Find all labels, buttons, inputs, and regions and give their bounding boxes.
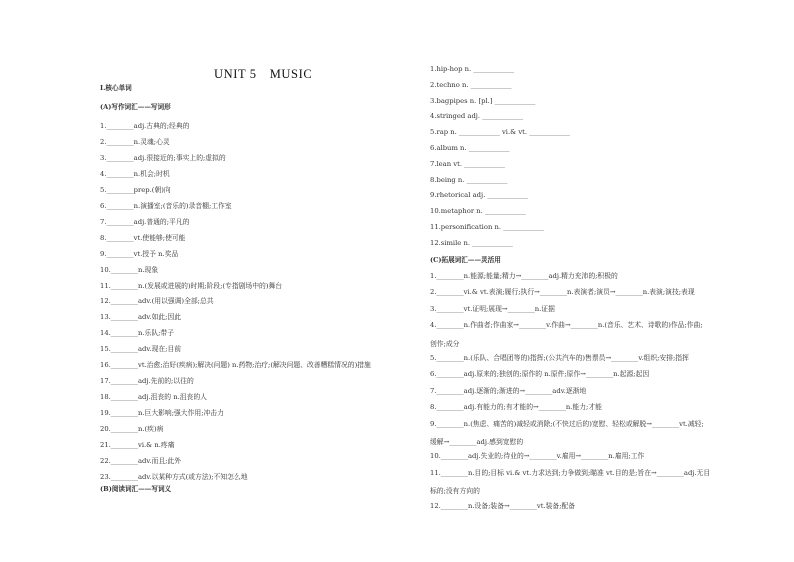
vocab-item-b: 8.being n. ____________ [430, 175, 508, 184]
page-title: UNIT 5 MUSIC [214, 67, 313, 81]
vocab-item-c: 3.________vt.证明;展现→________n.证据 [430, 304, 555, 313]
vocab-item-a: 17.________adj.先前的;以往的 [100, 377, 194, 386]
vocab-item-b: 5.rap n. ____________ vi.& vt. ____________ [430, 128, 570, 137]
vocab-item-c: 5.________n.(乐队、合唱团等的)指挥;(公共汽车的)售票员→________v.组织;安排;指挥 [430, 354, 689, 362]
vocab-item-c: 6.________adj.原来的;独创的;原作的 n.原件;原作→________n.起源;起因 [430, 370, 650, 379]
vocab-item-a: 9.________vt.授予 n.奖品 [100, 249, 179, 258]
vocab-item-a: 7.________adj.普通的;平凡的 [100, 217, 190, 226]
vocab-item-a: 22.________adv.而且;此外 [100, 456, 182, 465]
vocab-item-a: 2.________n.灵魂;心灵 [100, 137, 170, 146]
vocab-item-b: 11.personification n. ____________ [430, 223, 544, 231]
subsection-a-heading: (A)写作词汇——写词形 [100, 103, 171, 111]
vocab-item-b: 12.simile n. ____________ [430, 238, 513, 247]
vocab-item-a: 13.________adv.如此;因此 [100, 313, 182, 322]
vocab-item-b: 10.metaphor n. ____________ [430, 207, 526, 216]
subsection-b-heading: (B)阅读词汇——写词义 [100, 485, 172, 493]
vocab-item-c: 11.________n.目的;目标 vi.& vt.力求达到;力争做到;瞄准 vt.目的是;旨在→________adj.无目 [430, 468, 711, 477]
vocab-item-a: 3.________adj.很接近的;事实上的;虚拟的 [100, 153, 226, 162]
subsection-c-heading: (C)拓展词汇——灵活用 [430, 256, 501, 264]
vocab-item-c-continuation: 创作;成分 [430, 339, 460, 348]
vocab-item-b: 6.album n. ____________ [430, 144, 510, 152]
vocab-item-a: 23.________adv.以某种方式(或方法);不知怎么地 [100, 472, 248, 481]
vocab-item-a: 11.________n.(发展或进展的)时期;阶段;(专指剧场中的)舞台 [100, 281, 283, 290]
vocab-item-a: 14.________n.乐队;带子 [100, 329, 175, 338]
vocab-item-a: 20.________n.(疾)病 [100, 425, 164, 434]
section-core-words-heading: Ⅰ.核心单词 [100, 84, 132, 92]
vocab-item-b: 4.stringed adj. ____________ [430, 112, 524, 121]
vocab-item-a: 18.________adj.沮丧的 n.沮丧的人 [100, 393, 207, 402]
vocab-item-c: 7.________adj.逐渐的;渐进的→________adv.逐渐地 [430, 386, 587, 395]
vocab-item-a: 8.________vt.使能够;使可能 [100, 233, 186, 242]
vocab-item-b: 2.techno n. ____________ [430, 80, 512, 89]
vocab-item-c: 10.________adj.失业的;待业的→________v.雇用→________n.雇用;工作 [430, 452, 645, 461]
vocab-item-c: 8.________adj.有能力的;有才能的→________n.能力;才能 [430, 403, 602, 412]
vocab-item-a: 6.________n.演播室;(音乐的)录音棚;工作室 [100, 201, 232, 210]
vocab-item-c: 2.________vi.& vt.表演;履行;执行→________n.表演者;演员→________n.表演;演技;表现 [430, 288, 695, 297]
vocab-item-a: 1.________adj.古典的;经典的 [100, 122, 190, 130]
vocab-item-a: 16.________vt.治愈;治好(疾病);解决(问题) n.药物;治疗;(解决问题、改善糟糕情况的)措施 [100, 361, 371, 370]
vocab-item-a: 12.________adv.(用以强调)全部;总共 [100, 297, 214, 306]
vocab-item-a: 21.________vi.& n.疼痛 [100, 441, 175, 449]
vocab-item-a: 15.________adv.现在;目前 [100, 345, 182, 354]
vocab-item-a: 4.________n.机会;时机 [100, 169, 170, 178]
vocab-item-b: 9.rhetorical adj. ____________ [430, 191, 529, 200]
vocab-item-b: 3.bagpipes n. [pl.] ____________ [430, 96, 536, 105]
vocab-item-b: 1.hip-hop n. ____________ [430, 65, 515, 73]
vocab-item-a: 10.________n.现象 [100, 265, 159, 274]
vocab-item-c-continuation: 缓解→________adj.感到宽慰的 [430, 438, 524, 446]
vocab-item-b: 7.lean vt. ____________ [430, 159, 505, 168]
vocab-item-c-continuation: 标的;没有方向的 [430, 487, 480, 496]
vocab-item-a: 19.________n.巨大影响;强大作用;冲击力 [100, 409, 224, 418]
vocab-item-c: 9.________n.(焦虑、痛苦的)减轻或消除;(不快过后的)宽慰、轻松或解脱→________vt.减轻; [430, 419, 704, 428]
vocab-item-c: 4.________n.作曲者;作曲家→________v.作曲→________n.(音乐、艺术、诗歌的)作品;作曲; [430, 321, 703, 330]
vocab-item-a: 5.________prep.(朝)向 [100, 185, 171, 194]
vocab-item-c: 12.________n.设备;装备→________vt.装备;配备 [430, 501, 576, 510]
vocab-item-c: 1.________n.能源;能量;精力→________adj.精力充沛的;积极的 [430, 272, 618, 280]
